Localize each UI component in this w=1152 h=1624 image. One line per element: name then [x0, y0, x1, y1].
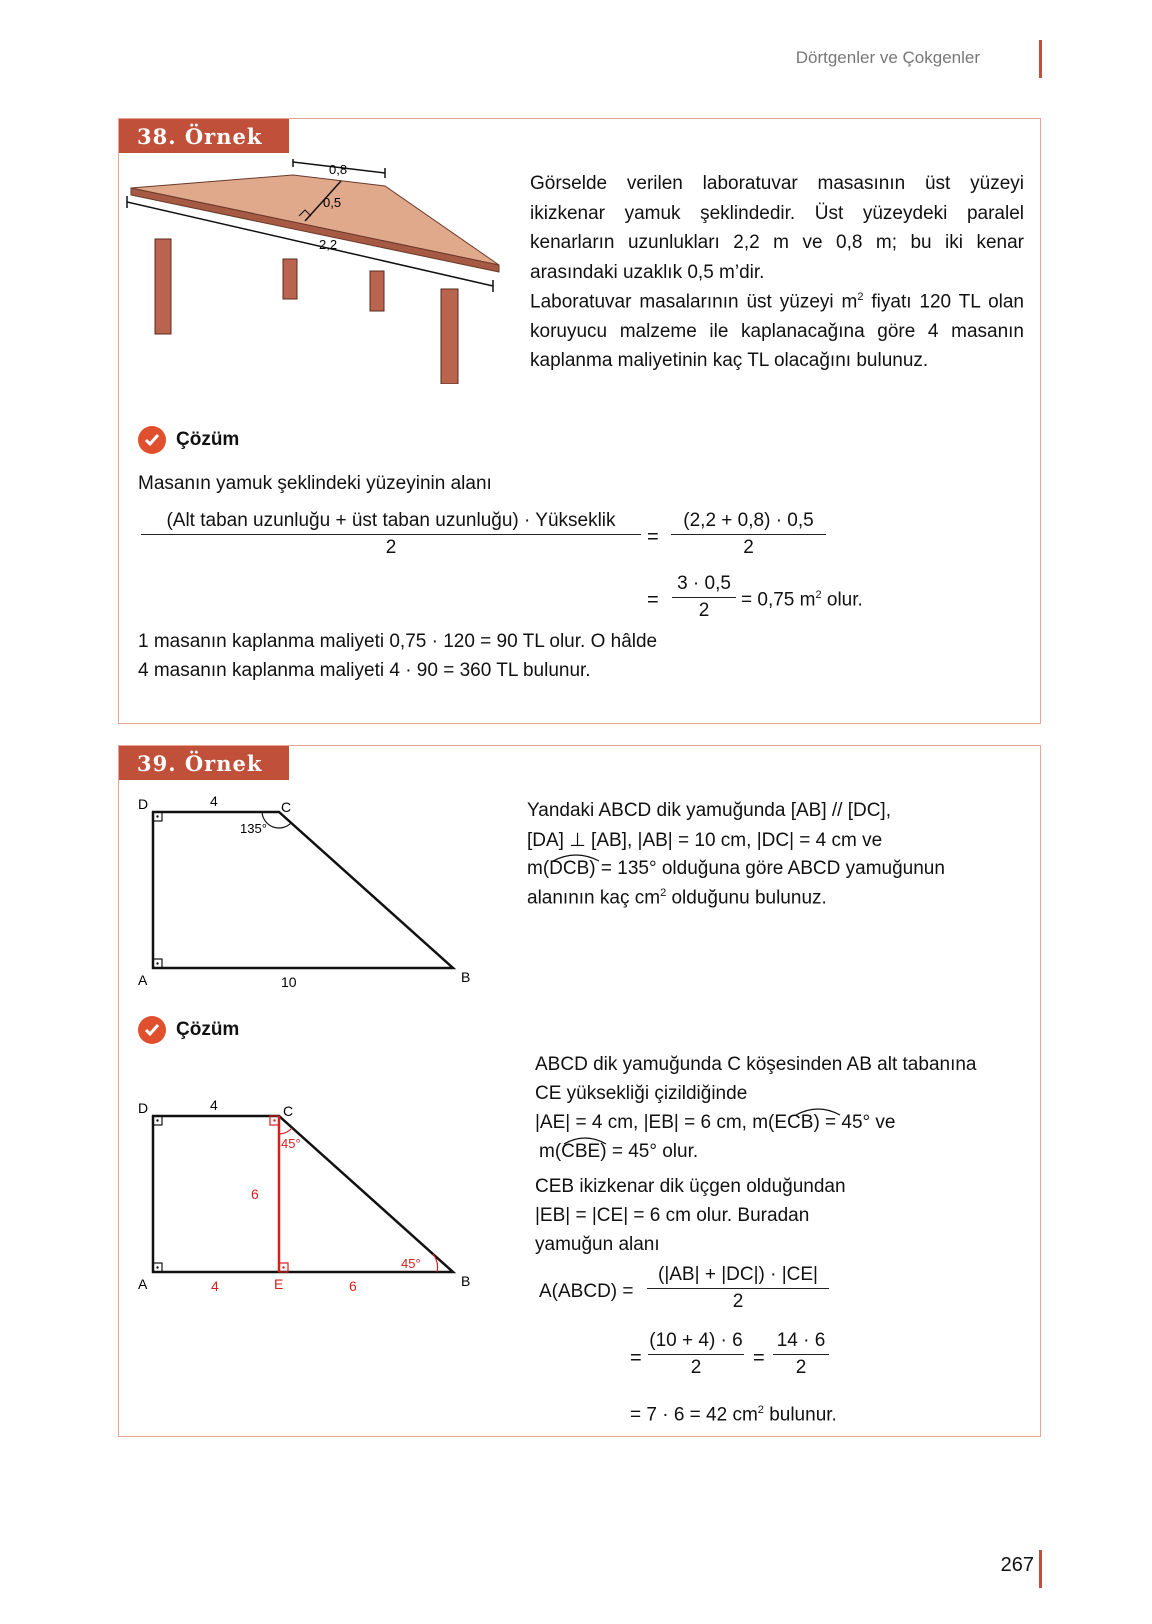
label-angle-b: 45°: [401, 1256, 421, 1271]
label-eb-length: 6: [349, 1278, 357, 1294]
equals: =: [630, 1347, 642, 1369]
arc-mark-ecb: [794, 1106, 842, 1116]
equals: =: [647, 589, 659, 611]
solution-heading: Çözüm: [138, 1016, 239, 1044]
problem-line-4: alanının kaç $cm^2$ olduğunu bulunuz.: [527, 887, 827, 909]
label-B: B: [461, 969, 471, 985]
solution-line-5: CEB ikizkenar dik üçgen olduğundan: [535, 1176, 846, 1197]
formula-simplified: 3 · 0,5 2: [672, 573, 736, 622]
equals: =: [753, 1347, 765, 1369]
label-angle-c: 135°: [240, 821, 267, 836]
table-leg: [370, 271, 384, 311]
solution-line-4: m(CBE) = 45° olur.: [539, 1141, 699, 1162]
label-angle-c: 45°: [281, 1136, 301, 1151]
area-substituted: (10 + 4) · 6 2: [649, 1330, 743, 1378]
example-39-box: [118, 745, 1041, 1437]
table-leg: [155, 239, 171, 334]
running-head-bar: [1039, 40, 1042, 78]
solution-line-2: CE yüksekliği çizildiğinde: [535, 1083, 748, 1104]
formula-substituted: (2,2 + 0,8) · 0,5 2: [671, 510, 826, 559]
label-D: D: [138, 1100, 149, 1116]
solution-line-3: |AE| = 4 cm, |EB| = 6 cm, m(ECB) = 45° ve: [535, 1112, 896, 1133]
label-C: C: [283, 1103, 294, 1119]
solution-line-6: |EB| = |CE| = 6 cm olur. Buradan: [535, 1205, 810, 1226]
trapezoid-figure-1: [133, 792, 483, 1002]
example-38-box: [118, 118, 1041, 724]
arc-mark-dcb: [551, 852, 601, 862]
running-head: Dörtgenler ve Çokgenler: [795, 48, 980, 67]
problem-line-3: m(DCB) = 135° olduğuna göre ABCD yamuğunun: [527, 858, 945, 879]
solution-heading: Çözüm: [138, 426, 239, 454]
label-A: A: [138, 972, 148, 988]
label-D: D: [138, 796, 149, 812]
dim-height-label: 0,5: [323, 195, 342, 210]
label-top-length: 4: [210, 793, 218, 809]
area-lhs: A(ABCD) =: [539, 1281, 634, 1302]
cost-line-1: 1 masanın kaplanma maliyeti 0,75 · 120 = 90 TL olur. O hâlde: [138, 631, 658, 652]
table-top: [131, 175, 499, 265]
problem-line-2: [DA] ⊥ [AB], |AB| = 10 cm, |DC| = 4 cm ve: [527, 830, 883, 851]
dim-top-label: 0,8: [329, 162, 348, 177]
check-icon: [138, 1016, 166, 1044]
label-bottom-length: 10: [281, 974, 297, 990]
trapezoid-figure-2: [133, 1096, 483, 1306]
label-ce-length: 6: [251, 1186, 259, 1202]
page-number: 267: [1000, 1554, 1034, 1576]
table-leg: [441, 289, 458, 384]
problem-text-1: Görselde verilen laboratuvar masasının üst yüzeyi ikizkenar yamuk şeklindedir. Üst yüzeydeki paralel kenarların uzunlukları 2,2 m ve 0,8 m; bu iki kenar arasındaki uzaklık 0,5 m’dir.: [530, 173, 1024, 283]
area-result: = 7 · 6 = 42 $cm^2$ bulunur.: [630, 1404, 837, 1426]
problem-text-2: Laboratuvar masalarının üst yüzeyi $m^2$ fiyatı 120 TL olan koruyucu malzeme ile kaplanacağına göre 4 masanın kaplanma maliyetinin kaç TL olacağını bulunuz.: [530, 291, 1024, 372]
example-39-title: 39. Örnek: [119, 746, 289, 780]
solution-line-1: ABCD dik yamuğunda C köşesinden AB alt tabanına: [535, 1054, 977, 1075]
example-38-title: 38. Örnek: [119, 119, 289, 153]
label-E: E: [274, 1276, 284, 1292]
label-ae-length: 4: [211, 1278, 219, 1294]
table-figure: [123, 159, 508, 384]
area-simplified: 14 · 6 2: [773, 1330, 829, 1379]
dim-bottom-label: 2,2: [319, 237, 338, 252]
arc-mark-cbe: [562, 1135, 608, 1145]
label-C: C: [281, 799, 292, 815]
problem-line-1: Yandaki ABCD dik yamuğunda [AB] // [DC],: [527, 800, 891, 821]
label-B: B: [461, 1273, 471, 1289]
formula-result: = 0,75 $m^2$ olur.: [741, 589, 863, 611]
area-formula: (|AB| + |DC|) · |CE| 2: [647, 1264, 829, 1313]
label-A: A: [138, 1276, 148, 1292]
solution-line-7: yamuğun alanı: [535, 1234, 660, 1255]
page-number-bar: [1039, 1550, 1042, 1588]
check-icon: [138, 426, 166, 454]
solution-intro: Masanın yamuk şeklindeki yüzeyinin alanı: [138, 473, 492, 494]
table-leg: [283, 259, 297, 299]
formula-general: (Alt taban uzunluğu + üst taban uzunluğu) · Yükseklik 2: [141, 510, 641, 559]
equals: =: [647, 526, 659, 548]
cost-line-2: 4 masanın kaplanma maliyeti 4 · 90 = 360 TL bulunur.: [138, 660, 591, 681]
label-top-length: 4: [210, 1097, 218, 1113]
